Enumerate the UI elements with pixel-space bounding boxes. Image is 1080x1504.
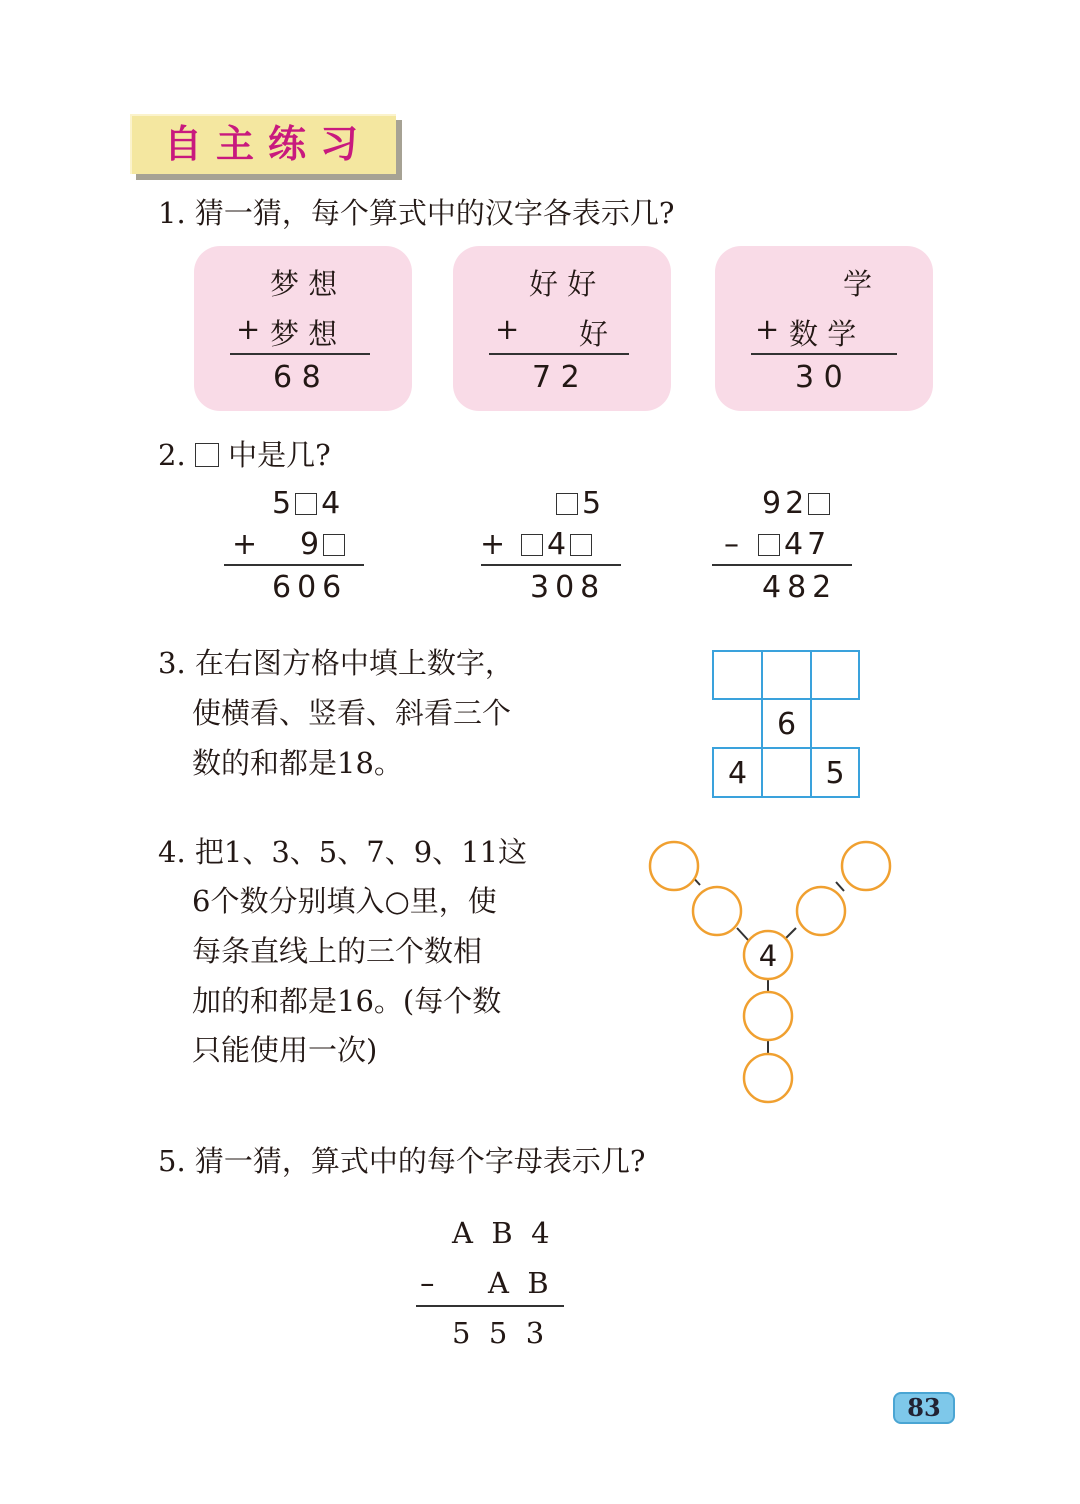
q2-p1-line <box>224 564 364 566</box>
digit: 9 <box>300 527 320 562</box>
q2-p2-row1 <box>556 486 601 521</box>
blank-box[interactable] <box>758 534 780 556</box>
blank-box[interactable] <box>808 493 830 515</box>
connector-line <box>836 882 844 891</box>
question-4-line-5: 只能使用一次) <box>192 1033 378 1067</box>
q1-box-2-row2: 好 <box>579 317 609 351</box>
blank-box[interactable] <box>556 493 578 515</box>
section-title-banner <box>130 114 402 180</box>
center-circle-value: 4 <box>758 939 778 973</box>
question-4-line-4: 加的和都是16。(每个数 <box>192 984 502 1018</box>
question-1-text: 1. 猜一猜，每个算式中的汉字各表示几? <box>158 196 675 230</box>
grid-cell-bottom-middle[interactable] <box>761 747 812 798</box>
q1-box-3-row1: 学 <box>843 267 873 301</box>
q2-p2-op: + <box>480 527 506 562</box>
connector-line <box>737 928 748 940</box>
digit: 4 <box>321 486 341 521</box>
page-number-badge: 83 <box>893 1392 955 1424</box>
q1-box-3-row2: 数 学 <box>789 317 857 351</box>
q2-p2-line <box>481 564 621 566</box>
grid-cell-center: 6 <box>761 698 812 749</box>
question-5-text: 5. 猜一猜，算式中的每个字母表示几? <box>158 1144 646 1178</box>
grid-cell-bottom-left: 4 <box>712 747 763 798</box>
q1-box-1-line <box>230 353 370 355</box>
question-2-suffix: 中是几? <box>228 438 331 472</box>
q5-row2: A B <box>488 1266 549 1300</box>
grid-cell-top-middle[interactable] <box>761 650 812 700</box>
digits: 47 <box>784 527 831 562</box>
q2-p2-result: 308 <box>530 570 606 605</box>
q1-box-3-result: 3 0 <box>795 360 843 395</box>
q1-box-2-op: + <box>495 312 520 346</box>
q1-box-3-line <box>751 353 897 355</box>
connector-line <box>786 928 796 938</box>
empty-circle-bottom[interactable] <box>744 1054 792 1102</box>
blank-box[interactable] <box>521 534 543 556</box>
question-3-line-2: 使横看、竖看、斜看三个 <box>192 696 512 730</box>
q5-line <box>416 1305 564 1307</box>
question-4-line-1: 4. 把1、3、5、7、9、11这 <box>158 835 528 869</box>
empty-circle-lower[interactable] <box>744 992 792 1040</box>
q2-p3-row2 <box>758 527 830 562</box>
q5-result: 5 5 3 <box>452 1316 545 1350</box>
q2-p1-row1 <box>272 486 340 521</box>
question-3-line-3: 数的和都是18。 <box>192 746 403 780</box>
question-2-label: 2. <box>158 438 186 472</box>
q2-p3-line <box>712 564 852 566</box>
q1-box-2-row1: 好 好 <box>529 267 597 301</box>
empty-circle-upper-right[interactable] <box>842 842 890 890</box>
digits: 92 <box>762 486 809 521</box>
q1-box-1-row1: 梦 想 <box>270 267 338 301</box>
digit: 4 <box>547 527 567 562</box>
y-shaped-circle-diagram <box>640 830 900 1110</box>
q2-p3-result: 482 <box>762 570 838 605</box>
blank-box[interactable] <box>570 534 592 556</box>
q2-p1-row2 <box>300 527 345 562</box>
digit: 5 <box>582 486 602 521</box>
question-4-line-2: 6个数分别填入○里，使 <box>192 884 497 918</box>
q1-box-2 <box>453 246 671 411</box>
empty-circle-mid-right[interactable] <box>797 887 845 935</box>
q1-box-3 <box>715 246 933 411</box>
section-title: 自主练习 <box>163 122 372 166</box>
q5-row1: A B 4 <box>452 1216 550 1250</box>
q2-p1-result: 606 <box>272 570 348 605</box>
blank-box[interactable] <box>295 493 317 515</box>
grid-cell-top-right[interactable] <box>810 650 860 700</box>
q1-box-1-op: + <box>236 312 261 346</box>
q1-box-1-result: 6 8 <box>273 360 321 395</box>
q1-box-3-op: + <box>755 312 780 346</box>
q1-box-2-result: 7 2 <box>532 360 580 395</box>
q2-p2-row2 <box>521 527 592 562</box>
q2-p3-row1 <box>762 486 830 521</box>
q2-p1-op: + <box>232 527 258 562</box>
digit: 5 <box>272 486 292 521</box>
blank-box-icon <box>195 443 219 467</box>
q2-p3-op: – <box>724 527 739 562</box>
blank-box[interactable] <box>323 534 345 556</box>
q1-box-1 <box>194 246 412 411</box>
grid-cell-top-left[interactable] <box>712 650 763 700</box>
empty-circle-upper-left[interactable] <box>650 842 698 890</box>
q1-box-1-row2: 梦 想 <box>270 317 338 351</box>
q5-op: – <box>420 1266 435 1300</box>
empty-circle-mid-left[interactable] <box>693 887 741 935</box>
question-2-text <box>158 430 331 480</box>
question-4-line-3: 每条直线上的三个数相 <box>192 934 483 968</box>
q1-box-2-line <box>489 353 629 355</box>
grid-cell-bottom-right: 5 <box>810 747 860 798</box>
question-3-line-1: 3. 在右图方格中填上数字， <box>158 646 514 680</box>
